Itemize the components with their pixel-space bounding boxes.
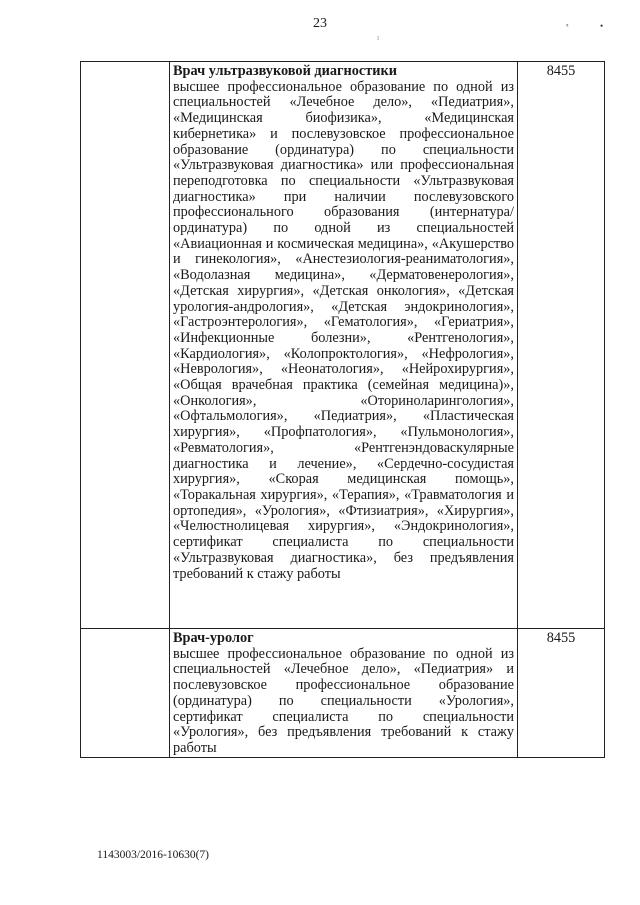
row-empty-cell <box>81 629 170 758</box>
position-cell <box>170 629 518 758</box>
margin-mark: ı <box>377 33 380 42</box>
margin-mark: ˣ <box>566 21 569 31</box>
table-row <box>81 629 605 758</box>
salary-value: 8455 <box>546 630 576 646</box>
position-requirements: высшее профессиональное образование по одной из специальностей «Лечебное дело», «Педиатрия» и послевузовское профессиональное образование (ординатура) по специальности «Урология», сертификат специалиста по специальности «Урология», без предъявления требований к стажу работы <box>173 645 514 756</box>
position-cell <box>170 62 518 629</box>
position-table <box>80 61 605 758</box>
row-empty-cell <box>81 62 170 629</box>
page-number: 23 <box>313 16 327 31</box>
document-id: 1143003/2016-10630(7) <box>97 849 210 861</box>
margin-mark: • <box>600 21 604 31</box>
salary-value: 8455 <box>546 63 576 79</box>
table-row <box>81 62 605 629</box>
position-title: Врач-уролог <box>173 630 254 646</box>
salary-cell <box>518 62 605 629</box>
position-requirements: высшее профессиональное образование по одной из специальностей «Лечебное дело», «Педиатрия», «Медицинская биофизика», «Медицинская кибернетика» и послевузовское профессиональное образование (ординатура) по специальности «Ультразвуковая диагностика» или профессиональная переподготовка по специальности «Ультразвуковая диагностика» при наличии послевузовского профессионального образования (интернатура/ординатура) по одной из специальностей «Авиационная и космическая медицина», «Акушерство и гинекология», «Анестезиология-реаниматология», «Водолазная медицина», «Дерматовенерология», «Детская хирургия», «Детская онкология», «Детская урология-андрология», «Детская эндокринология», «Гастроэнтерология», «Гематология», «Гериатрия», «Инфекционные болезни», «Рентгенология», «Кардиология», «Колопроктология», «Нефрология», «Неврология», «Неонатология», «Нейрохирургия», «Общая врачебная практика (семейная медицина)», «Онкология», «Оториноларингология», «Офтальмология», «Педиатрия», «Пластическая хирургия», «Профпатология», «Пульмонология», «Ревматология», «Рентгенэндоваскулярные диагностика и лечение», «Сердечно-сосудистая хирургия», «Скорая медицинская помощь», «Торакальная хирургия», «Терапия», «Травматология и ортопедия», «Урология», «Фтизиатрия», «Хирургия», «Челюстнолицевая хирургия», «Эндокринология», сертификат специалиста по специальности «Ультразвуковая диагностика», без предъявления требований к стажу работы <box>173 78 514 582</box>
salary-cell <box>518 629 605 758</box>
position-title: Врач ультразвуковой диагностики <box>173 63 397 79</box>
